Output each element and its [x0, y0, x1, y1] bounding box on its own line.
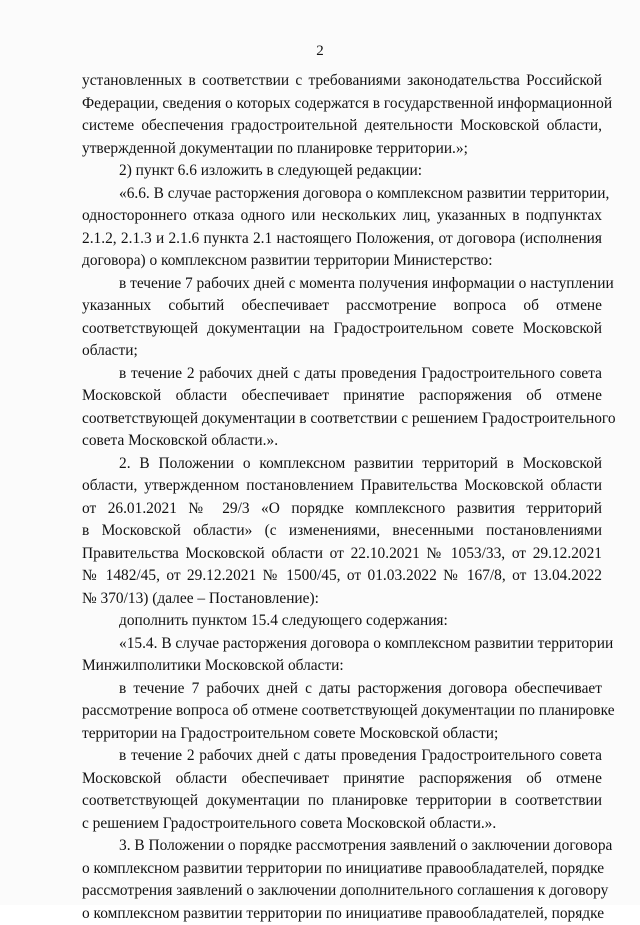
text-line: «15.4. В случае расторжения договора о комплексном развитии территории	[82, 633, 602, 656]
text-line: области, утвержденном постановлением Правительства Московской области	[82, 475, 602, 498]
text-line: в течение 2 рабочих дней с даты проведения Градостроительного совета	[82, 745, 602, 768]
text-line: Минжилполитики Московской области:	[82, 655, 602, 678]
text-line: утвержденной документации по планировке территории.»;	[82, 138, 602, 161]
text-line: совета Московской области.».	[82, 430, 602, 453]
text-line: с решением Градостроительного совета Московской области.».	[82, 813, 602, 836]
text-line: Федерации, сведения о которых содержатся в государственной информационной	[82, 93, 602, 116]
text-line: от 26.01.2021 № 29/3 «О порядке комплексного развития территорий	[82, 498, 602, 521]
text-line: Московской области обеспечивает принятие распоряжения об отмене	[82, 768, 602, 791]
text-line: рассмотрение вопроса об отмене соответствующей документации по планировке	[82, 700, 602, 723]
text-line: установленных в соответствии с требованиями законодательства Российской	[82, 70, 602, 93]
text-line: указанных событий обеспечивает рассмотрение вопроса об отмене	[82, 295, 602, 318]
text-line: в Московской области» (с изменениями, внесенными постановлениями	[82, 520, 602, 543]
text-line: «6.6. В случае расторжения договора о комплексном развитии территории,	[82, 183, 602, 206]
page-number: 2	[0, 42, 640, 60]
text-line: о комплексном развитии территории по инициативе правообладателей, порядке	[82, 903, 602, 925]
text-line: Правительства Московской области от 22.10.2021 № 1053/33, от 29.12.2021	[82, 543, 602, 566]
text-line: соответствующей документации на Градостроительном совете Московской	[82, 318, 602, 341]
text-line: дополнить пунктом 15.4 следующего содержания:	[82, 610, 602, 633]
text-line: области;	[82, 340, 602, 363]
text-line: 2. В Положении о комплексном развитии территорий в Московской	[82, 453, 602, 476]
text-line: рассмотрения заявлений о заключении дополнительного соглашения к договору	[82, 880, 602, 903]
text-line: территории на Градостроительном совете Московской области;	[82, 723, 602, 746]
text-line: в течение 7 рабочих дней с момента получения информации о наступлении	[82, 273, 602, 296]
document-body	[82, 70, 602, 925]
text-line: в течение 2 рабочих дней с даты проведения Градостроительного совета	[82, 363, 602, 386]
text-line: Московской области обеспечивает принятие распоряжения об отмене	[82, 385, 602, 408]
text-line: 3. В Положении о порядке рассмотрения заявлений о заключении договора	[82, 835, 602, 858]
text-line: 2.1.2, 2.1.3 и 2.1.6 пункта 2.1 настоящего Положения, от договора (исполнения	[82, 228, 602, 251]
text-line: договора) о комплексном развитии территории Министерство:	[82, 250, 602, 273]
text-line: одностороннего отказа одного или нескольких лиц, указанных в подпунктах	[82, 205, 602, 228]
text-line: № 1482/45, от 29.12.2021 № 1500/45, от 01.03.2022 № 167/8, от 13.04.2022	[82, 565, 602, 588]
text-line: 2) пункт 6.6 изложить в следующей редакции:	[82, 160, 602, 183]
text-line: в течение 7 рабочих дней с даты расторжения договора обеспечивает	[82, 678, 602, 701]
text-line: системе обеспечения градостроительной деятельности Московской области,	[82, 115, 602, 138]
text-line: соответствующей документации по планировке территории в соответствии	[82, 790, 602, 813]
text-line: о комплексном развитии территории по инициативе правообладателей, порядке	[82, 858, 602, 881]
text-line: соответствующей документации в соответствии с решением Градостроительного	[82, 408, 602, 431]
text-line: № 370/13) (далее – Постановление):	[82, 588, 602, 611]
